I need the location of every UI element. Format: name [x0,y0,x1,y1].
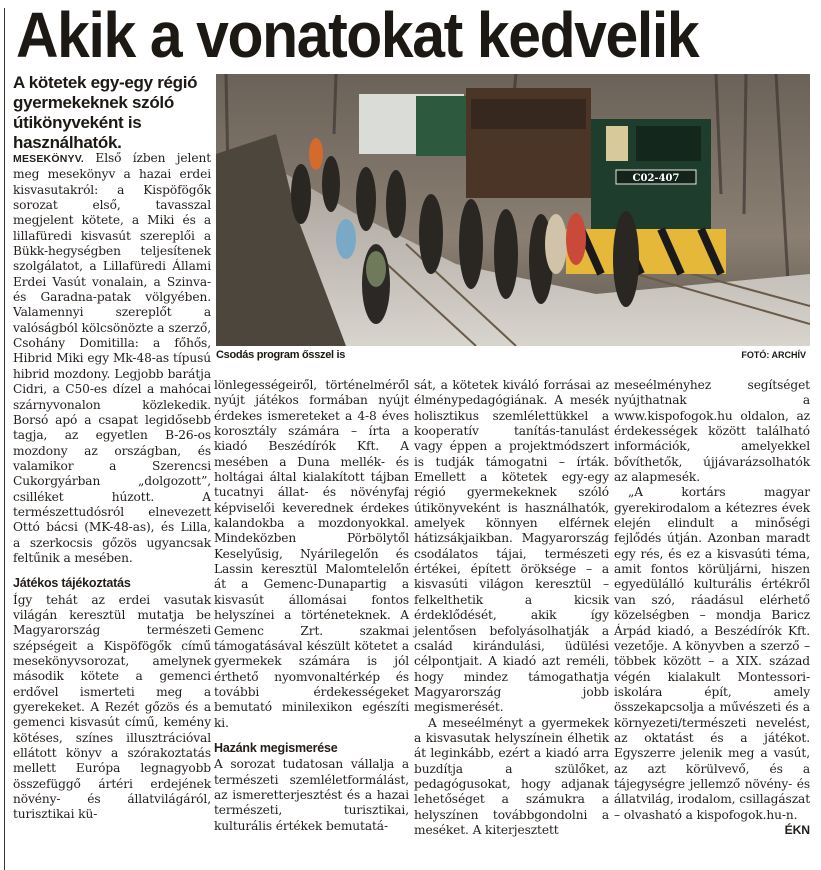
article-column-1 [13,151,211,823]
column-rule [4,8,5,870]
article-column-2 [214,378,409,834]
paragraph-5-text: „A kortárs magyar gyerekirodalom a kétezres évek elején elindult a minőségi fejlődés útján. Azonban maradt egy rés, és ez a kisvasúti téma, amit fontos körüljárni, hiszen egyedülálló kulturális értékről van szó, ráadásul elérhető közelségben – mondja Baricz Árpád kiadó, a Beszédírók Kft. vezetője. A könyvben a szerző – többek között – a XIX. század végén kialakult Montessori-iskolára épít, amely összekapcsolja a művészeti és a környezeti/természeti nevelést, az oktatást és a játékot. Egyszerre jelenik meg a vasút, az azt körülvevő, és a tájegységre jellemző növény- és állatvilág, irodalom, csillagászat – olvasható a kispofogok.hu-n. [614,485,810,822]
subhead-hazank: Hazánk megismerése [214,740,338,755]
paragraph-4a: A meseélményt a gyermekek a kisvasutak helyszínein élhetik át leginkább, ezért a kiadó arra buzdítja a szülőket, pedagógusokat, hogy adjanak lehetőséget a számukra a helyszínen továbbgondolni a meséket. A kiterjesztett [414,715,609,837]
photo-credit: FOTÓ: ARCHÍV [741,350,806,360]
paragraph-4b: meseélményhez segítséget nyújthatnak a www.kispofogok.hu oldalon, az érdekességek között található információk, amelyekkel bővíthetők, újjávarázsolhatók az alapmesék. [614,378,810,485]
photo-caption-bar [216,349,810,365]
paragraph-2a: Így tehát az erdei vasutak világán keresztül mutatja be Magyarország természeti szépségeit a Kispöfögők című mesekönyvsorozat, amelynek második kötete a gemenci erdővel ismerteti meg a gyerekeket. A Rezét gőzös és a gemenci kisvasút című, kemény kötéses, színes illusztrációval ellátott könyv a szórakoztatás mellett Európa legnagyobb összefüggő ártéri erdejének növény- és állatvilágáról, turisztikai kü- [13,592,211,822]
paragraph-3a: A sorozat tudatosan vállalja a természeti szemléletformálást, az ismeretterjesztést és a hazai természeti, turisztikai, kulturális értékek bemutatá- [214,757,409,833]
deck-subtitle: A kötetek egy-egy régió gyermekeknek szóló útikönyveként is használhatók. [13,73,198,152]
subhead-jatekos: Játékos tájékoztatás [13,576,131,591]
article-column-4 [614,378,810,838]
author-signature: ÉKN [784,822,810,837]
locomotive-number: C02-407 [632,173,680,184]
kicker: MESEKÖNYV. [13,153,85,165]
paragraph-2b: lönlegességeiről, történelméről nyújt játékos formában nyújt érdekes ismereteket a 4-8 éves korosztály számára – írta a kiadó Beszédírók Kft. A mesében a Duna mellék- és holtágai által kialakított tájban tucatnyi állat- és növényfaj képviselői keverednek érdekes kalandokba a mozdonyokkal. Mindeközben Pörbölytől Keselyűsig, Nyárilegelőn és Lassin keresztül Malomtelelőn át a Gemenc-Dunapartig a kisvasút állomásai fontos helyszínei a történeteknek. A Gemenc Zrt. szakmai támogatásával készült kötetet a gyermekek számára is jól érthető nyomvonaltérkép és további érdekességeket bemutató minilexikon egészíti ki. [214,378,409,730]
paragraph-3b: sát, a kötetek kiváló forrásai az élménypedagógiának. A mesék holisztikus szemlélettükkel a kooperatív tanítás-tanulást vagy éppen a projektmódszert is tudják támogatni – írták. Emellett a kötetek egy-egy régió gyermekeknek szóló útikönyveként is használhatók, amelyek könnyen elférnek hátizsákjaikban. Magyarország csodálatos tájai, természeti értékei, épített öröksége – a kisvasúti világon keresztül – felkelthetik a kicsik érdeklődését, akik így jelentősen befolyásolhatják a család kirándulási, üdülési célpontjait. A kiadó azt reméli, hogy mindez támogathatja Magyarország jobb megismerését. [414,378,609,715]
article-photo [216,74,810,346]
headline: Akik a vonatokat kedvelik [16,0,699,71]
paragraph-5 [614,485,810,837]
train-photo-illustration [216,74,810,346]
article-column-3 [414,378,609,838]
lead-paragraph [13,151,211,566]
photo-caption: Csodás program ősszel is [216,349,346,361]
lead-text: Első ízben jelent meg mesekönyv a hazai erdei kisvasutakról: a Kispöfögők sorozat első, tavasszal megjelent kötete, a Miki és a lillafüredi kisvasút szereplői a Bükk-hegységben teljesítenek szolgálatot, a Lillafüredi Állami Erdei Vasút vonalain, a Szinva- és Garadna-patak völgyében. Valamennyi szereplőt a valóságból kölcsönözte a szerző, Csohány Domitilla: a főhős, Hibrid Miki egy Mk-48-as típusú hibrid mozdony. Legjobb barátja Cidri, a C50-es dízel a mahócai szárnyvonalon közlekedik. Borsó apó a csapat legidősebb tagja, az egyetlen B-26-os mozdony az országban, és valamikor a Szerencsi Cukorgyárban „dolgozott”, csilléket húzott. A természettudósról elnevezett Ottó bácsi (MK-48-as), és Lilla, a szerkocsis gőzös ugyancsak feltűnik a mesében. [13,151,211,565]
